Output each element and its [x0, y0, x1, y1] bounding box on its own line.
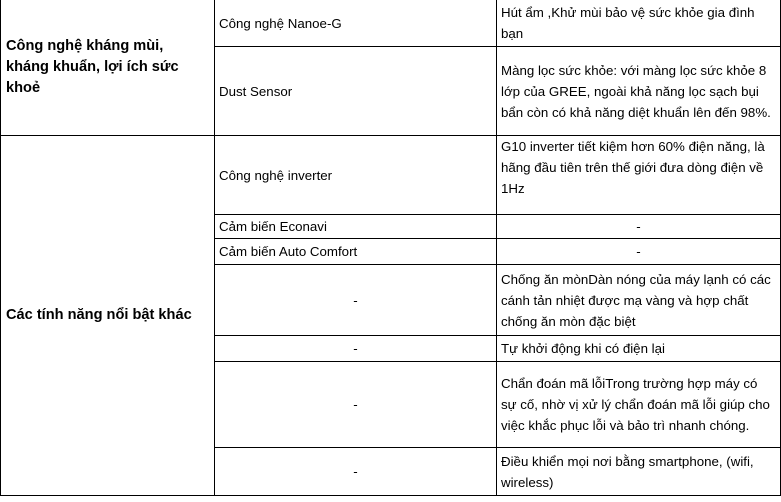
feature-cell: Công nghệ inverter: [215, 136, 497, 215]
detail-cell: G10 inverter tiết kiệm hơn 60% điện năng, là hãng đầu tiên trên thế giới đưa dòng điện về 1Hz: [497, 136, 781, 215]
feature-cell: Dust Sensor: [215, 47, 497, 136]
detail-cell: Màng lọc sức khỏe: với màng lọc sức khỏe 8 lớp của GREE, ngoài khả năng lọc sạch bụi bẩn còn có khả năng diệt khuẩn lên đến 98%.: [497, 47, 781, 136]
feature-cell: Cảm biến Auto Comfort: [215, 239, 497, 265]
table-row: [1, 0, 781, 47]
detail-cell: Chống ăn mònDàn nóng của máy lạnh có các cánh tản nhiệt được mạ vàng và hợp chất chống ăn mòn đặc biệt: [497, 265, 781, 336]
detail-cell: Tự khởi động khi có điện lại: [497, 336, 781, 362]
feature-cell: -: [215, 336, 497, 362]
feature-cell: -: [215, 448, 497, 496]
feature-cell: Công nghệ Nanoe-G: [215, 0, 497, 47]
feature-cell: Cảm biến Econavi: [215, 215, 497, 239]
group-title: Công nghệ kháng mùi, kháng khuẩn, lợi ích sức khoẻ: [1, 0, 215, 136]
feature-cell: -: [215, 362, 497, 448]
detail-cell: -: [497, 239, 781, 265]
detail-cell: Điều khiển mọi nơi bằng smartphone, (wifi, wireless): [497, 448, 781, 496]
group-title: Các tính năng nổi bật khác: [1, 136, 215, 496]
feature-cell: -: [215, 265, 497, 336]
detail-cell: Hút ẩm ,Khử mùi bảo vệ sức khỏe gia đình bạn: [497, 0, 781, 47]
detail-cell: Chẩn đoán mã lỗiTrong trường hợp máy có sự cố, nhờ vị xử lý chẩn đoán mã lỗi giúp cho việc khắc phục lỗi và bảo trì nhanh chóng.: [497, 362, 781, 448]
table-row: [1, 136, 781, 215]
detail-cell: -: [497, 215, 781, 239]
